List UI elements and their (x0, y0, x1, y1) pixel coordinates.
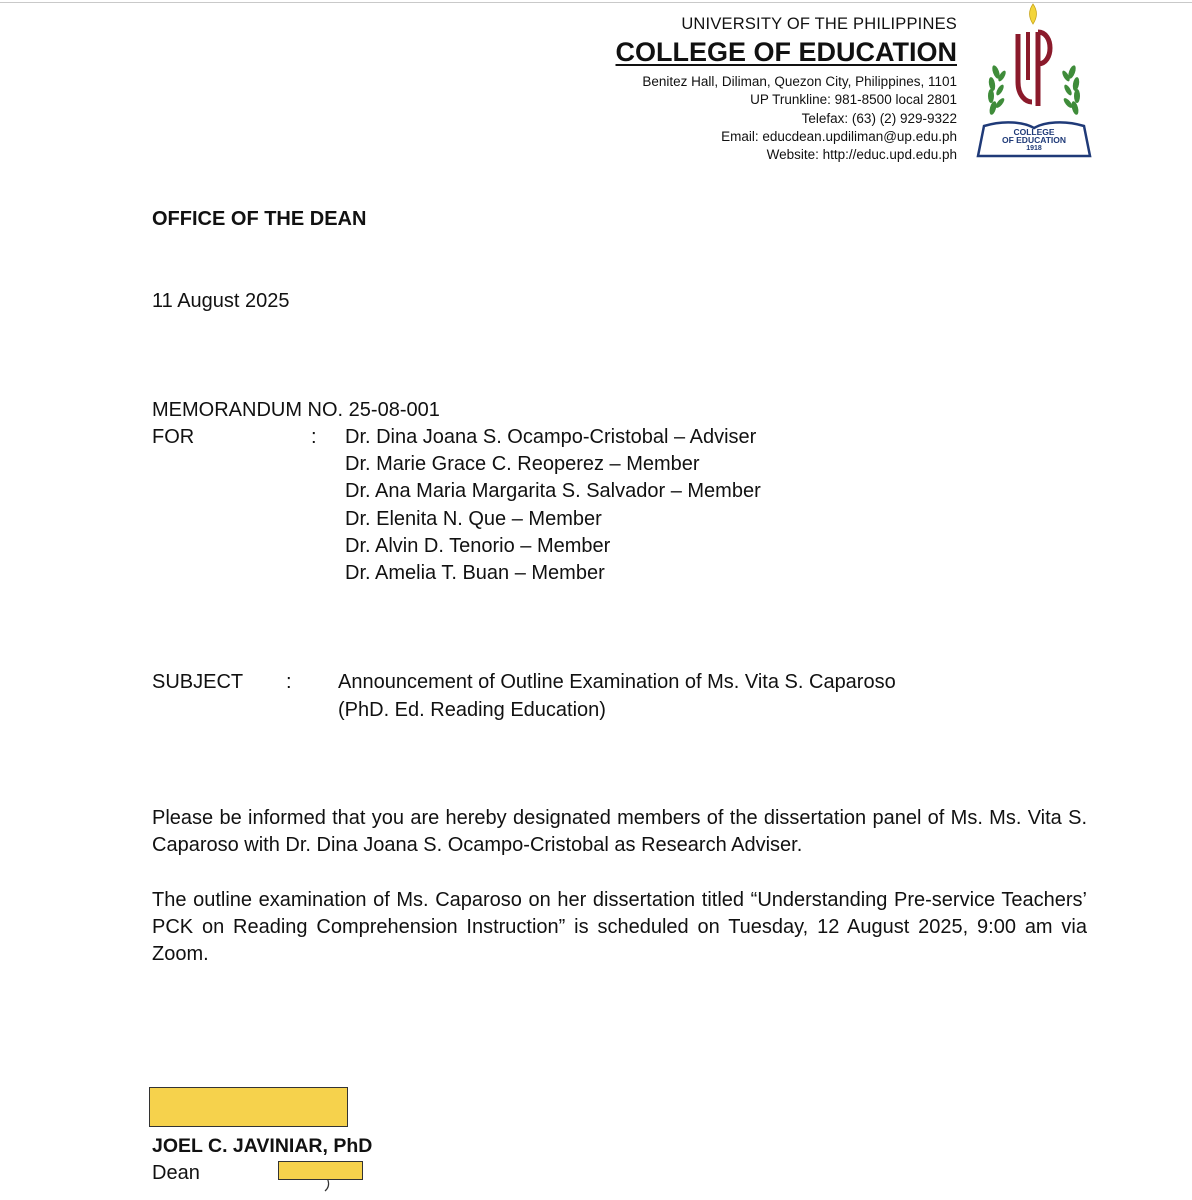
trunkline-line: UP Trunkline: 981-8500 local 2801 (750, 92, 957, 108)
subject-line-1: Announcement of Outline Examination of Ms. Vita S. Caparoso (338, 671, 896, 693)
logo-text-college: COLLEGE (1013, 127, 1055, 137)
letterhead (616, 14, 958, 164)
initials-redaction (278, 1161, 363, 1180)
recipient-item: Dr. Dina Joana S. Ocampo-Cristobal – Adviser (345, 426, 757, 448)
college-seal-logo (974, 2, 1094, 160)
university-name: UNIVERSITY OF THE PHILIPPINES (681, 15, 957, 33)
recipient-item: Dr. Alvin D. Tenorio – Member (345, 534, 611, 557)
signatory-title: Dean (152, 1162, 200, 1184)
telefax-line: Telefax: (63) (2) 929-9322 (801, 110, 957, 126)
recipient-item: Dr. Amelia T. Buan – Member (345, 562, 605, 585)
memo-date: 11 August 2025 (152, 290, 290, 312)
recipient-item: Dr. Ana Maria Margarita S. Salvador – Member (345, 480, 761, 503)
body-paragraph-1: Please be informed that you are hereby designated members of the dissertation panel of Ms. Ms. Vita S. Caparoso with Dr. Dina Joana S. Ocampo-Cristobal as Research Adviser. (152, 807, 1087, 856)
subject-line-2: (PhD. Ed. Reading Education) (338, 698, 606, 721)
signature-redaction (149, 1087, 348, 1127)
logo-text-year: 1918 (1026, 145, 1042, 152)
memo-number: MEMORANDUM NO. 25-08-001 (152, 399, 440, 421)
email-line: Email: educdean.updiliman@up.edu.ph (721, 128, 957, 144)
subject-text (338, 669, 896, 724)
college-name: COLLEGE OF EDUCATION (615, 37, 957, 67)
address-line: Benitez Hall, Diliman, Quezon City, Philippines, 1101 (642, 74, 957, 89)
subject-label: SUBJECT (152, 671, 244, 693)
subject-colon: : (286, 671, 292, 693)
body-paragraph-2: The outline examination of Ms. Caparoso on her dissertation titled “Understanding Pre-service Teachers’ PCK on Reading Comprehension Instruction” is scheduled on Tuesday, 12 August 2025, 9:00 am via Zoom. (152, 889, 1087, 965)
recipient-list (345, 424, 761, 587)
signatory-name: JOEL C. JAVINIAR, PhD (152, 1135, 373, 1157)
logo-text-education: OF EDUCATION (1001, 135, 1067, 145)
for-label: FOR (152, 426, 195, 448)
office-heading: OFFICE OF THE DEAN (152, 208, 367, 230)
for-colon: : (311, 426, 317, 448)
website-line: Website: http://educ.upd.edu.ph (766, 147, 957, 163)
recipient-item: Dr. Elenita N. Que – Member (345, 507, 602, 530)
recipient-item: Dr. Marie Grace C. Reoperez – Member (345, 453, 700, 476)
